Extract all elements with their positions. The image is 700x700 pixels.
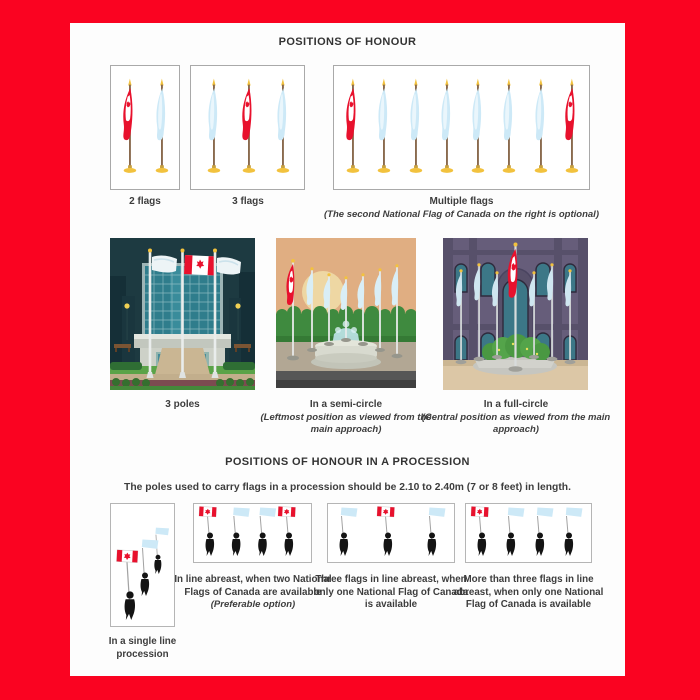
- flying-flag-canada: [184, 255, 216, 276]
- flag-box-multiple-flags: [333, 65, 590, 190]
- flag-box-3-flags: [190, 65, 305, 190]
- content-panel: [70, 23, 625, 676]
- hanging-flag-blue: [148, 74, 174, 182]
- note-semi-circle: (Leftmost position as viewed from the main approach): [260, 411, 432, 435]
- page-title: POSITIONS OF HONOUR: [278, 36, 417, 48]
- procession-section-title: POSITIONS OF HONOUR IN A PROCESSION: [225, 456, 470, 468]
- caption-full-circle-block: [421, 399, 611, 436]
- hanging-flag-blue: [527, 74, 553, 182]
- hanging-flag-ca: [339, 74, 365, 182]
- hanging-flag-blue: [200, 74, 226, 182]
- hanging-flag-ca: [558, 74, 584, 182]
- caption-3-poles: 3 poles: [165, 399, 200, 410]
- caption-two-national-block: [172, 574, 334, 611]
- marchers-abreast: [330, 504, 452, 562]
- hanging-flag-blue: [433, 74, 459, 182]
- caption-more-than-three: More than three flags in line abreast, when only one National Flag of Canada is available: [453, 574, 604, 611]
- procession-box-two-national: [193, 503, 312, 563]
- marchers-abreast: [196, 504, 309, 562]
- hanging-flag-blue: [370, 74, 396, 182]
- caption-semi-circle: In a semi-circle: [309, 399, 383, 410]
- caption-full-circle: In a full-circle: [483, 399, 549, 410]
- hanging-flag-blue: [495, 74, 521, 182]
- caption-single-line: In a single line procession: [108, 636, 177, 660]
- hanging-flag-blue: [402, 74, 428, 182]
- procession-box-more-than-three: [465, 503, 592, 563]
- marchers-single-line: [111, 504, 174, 626]
- scene-full-circle-illustration: [443, 238, 588, 390]
- caption-2-flags: 2 flags: [129, 196, 161, 207]
- scene-semi-circle-illustration: [276, 238, 416, 388]
- caption-three-flags: Three flags in line abreast, when only one National Flag of Canada is available: [313, 574, 469, 611]
- procession-box-three-flags: [327, 503, 455, 563]
- caption-multiple-flags: Multiple flags: [429, 196, 494, 207]
- hanging-flag-ca: [116, 74, 142, 182]
- procession-box-single-line: [110, 503, 175, 627]
- hanging-flag-blue: [269, 74, 295, 182]
- marchers-abreast: [468, 504, 589, 562]
- note-multiple-flags: (The second National Flag of Canada on the right is optional): [324, 209, 599, 220]
- procession-description: The poles used to carry flags in a procession should be 2.10 to 2.40m (7 or 8 feet) in length.: [124, 482, 571, 493]
- note-preferable-option: (Preferable option): [210, 599, 296, 611]
- flying-flag-left: [152, 256, 177, 273]
- note-full-circle: (Central position as viewed from the main approach): [421, 411, 611, 435]
- scene-3-poles-illustration: [110, 238, 255, 390]
- hanging-flag-ca: [235, 74, 261, 182]
- flag-box-2-flags: [110, 65, 180, 190]
- caption-3-flags: 3 flags: [232, 196, 264, 207]
- caption-two-national: In line abreast, when two National Flags of Canada are available: [174, 574, 332, 598]
- caption-semi-circle-block: [251, 399, 441, 436]
- hanging-flag-blue: [464, 74, 490, 182]
